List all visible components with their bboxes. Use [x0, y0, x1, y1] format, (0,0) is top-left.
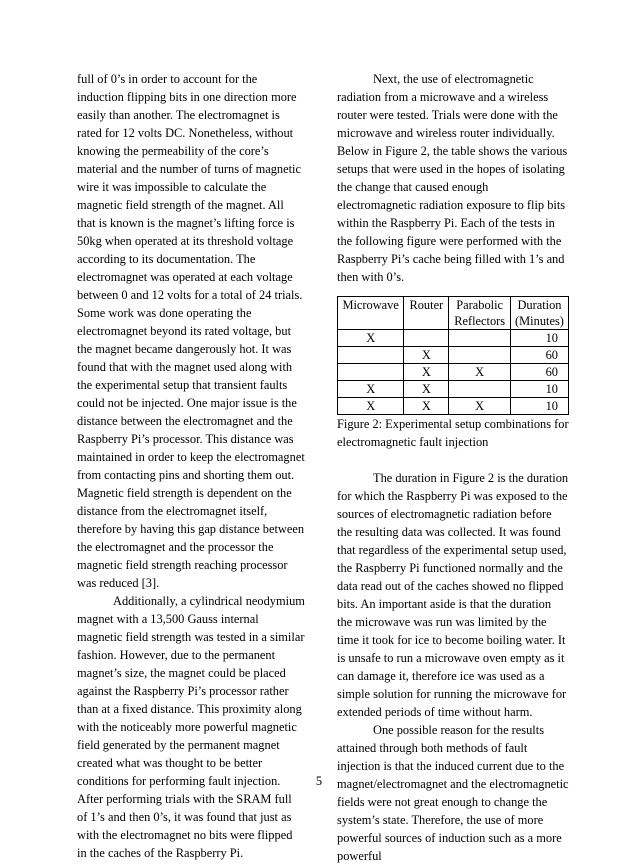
cell-router [404, 330, 449, 347]
table-row [338, 347, 569, 364]
table-header-row [338, 297, 569, 330]
cell-microwave: X [338, 330, 404, 347]
cell-router: X [404, 347, 449, 364]
cell-parabolic: X [449, 364, 511, 381]
experimental-setup-table [337, 296, 569, 415]
page-number: 5 [315, 774, 323, 788]
cell-microwave: X [338, 381, 404, 398]
header-parabolic-reflectors: Parabolic Reflectors [449, 297, 511, 330]
cell-duration: 10 [510, 381, 568, 398]
table-row [338, 381, 569, 398]
table-row [338, 364, 569, 381]
cell-router: X [404, 364, 449, 381]
spacer [337, 451, 569, 469]
table-row [338, 330, 569, 347]
cell-microwave: X [338, 398, 404, 415]
cell-router: X [404, 381, 449, 398]
header-router: Router [404, 297, 449, 330]
left-column [77, 70, 305, 862]
left-paragraph-1: full of 0’s in order to account for the induction flipping bits in one direction more easily than another. The electromagnet is rated for 12 volts DC. Nonetheless, without knowing the permeability of the core’s material and the number of turns of magnetic wire it was impossible to calculate the magnetic field strength of the magnet. All that is known is the magnet’s lifting force is 50kg when operated at its threshold voltage according to its documentation. The electromagnet was operated at each voltage between 0 and 12 volts for a total of 24 trials. Some work was done operating the electromagnet beyond its rated voltage, but the magnet became dangerously hot. It was found that with the magnet used along with the experimental setup that transient faults could not be injected. One major issue is the distance between the electromagnet and the Raspberry Pi’s processor. This distance was maintained in order to keep the electromagnet from contacting pins and shorting them out. Magnetic field strength is dependent on the distance from the electromagnet itself, therefore by having this gap distance between the electromagnet and the processor the magnetic field strength reaching processor was reduced [3]. [77, 72, 305, 590]
right-column [337, 70, 569, 865]
cell-duration: 60 [510, 364, 568, 381]
cell-router: X [404, 398, 449, 415]
right-paragraph-3: One possible reason for the results attained through both methods of fault injection is that the induced current due to the magnet/electromagnet and the electromagnetic fields were not great enough to change the system’s state. Therefore, the use of more powerful sources of induction such as a more powerful [337, 723, 569, 863]
table-row [338, 398, 569, 415]
left-paragraph-2: Additionally, a cylindrical neodymium magnet with a 13,500 Gauss internal magnetic field strength was tested in a similar fashion. However, due to the permanent magnet’s size, the magnet could be placed against the Raspberry Pi’s processor rather than at a fixed distance. This proximity along with the noticeably more powerful magnetic field generated by the permanent magnet created what was thought to be better conditions for performing fault injection. After performing trials with the SRAM full of 1’s and then 0’s, it was found that just as with the electromagnet no bits were flipped in the caches of the Raspberry Pi. [77, 594, 305, 860]
cell-parabolic [449, 330, 511, 347]
cell-parabolic [449, 347, 511, 364]
right-paragraph-2: The duration in Figure 2 is the duration for which the Raspberry Pi was exposed to the sources of electromagnetic radiation before the resulting data was collected. It was found that regardless of the experimental setup used, the Raspberry Pi functioned normally and the data read out of the caches showed no flipped bits. An important aside is that the duration the microwave was run was limited by the time it took for ice to become boiling water. It is unsafe to run a microwave oven empty as it can damage it, therefore ice was used as a simple solution for running the microwave for extended periods of time without harm. [337, 471, 569, 719]
cell-parabolic [449, 381, 511, 398]
header-duration: Duration (Minutes) [510, 297, 568, 330]
cell-parabolic: X [449, 398, 511, 415]
cell-microwave [338, 347, 404, 364]
cell-duration: 10 [510, 398, 568, 415]
header-microwave: Microwave [338, 297, 404, 330]
right-paragraph-1: Next, the use of electromagnetic radiation from a microwave and a wireless router were tested. Trials were done with the microwave and wireless router individually. Below in Figure 2, the table shows the various setups that were used in the hopes of isolating the change that caused enough electromagnetic radiation exposure to flip bits within the Raspberry Pi. Each of the tests in the following figure were performed with the Raspberry Pi’s cache being filled with 1’s and then with 0’s. [337, 72, 568, 284]
cell-duration: 10 [510, 330, 568, 347]
cell-microwave [338, 364, 404, 381]
cell-duration: 60 [510, 347, 568, 364]
figure-caption: Figure 2: Experimental setup combinations for electromagnetic fault injection [337, 417, 569, 449]
